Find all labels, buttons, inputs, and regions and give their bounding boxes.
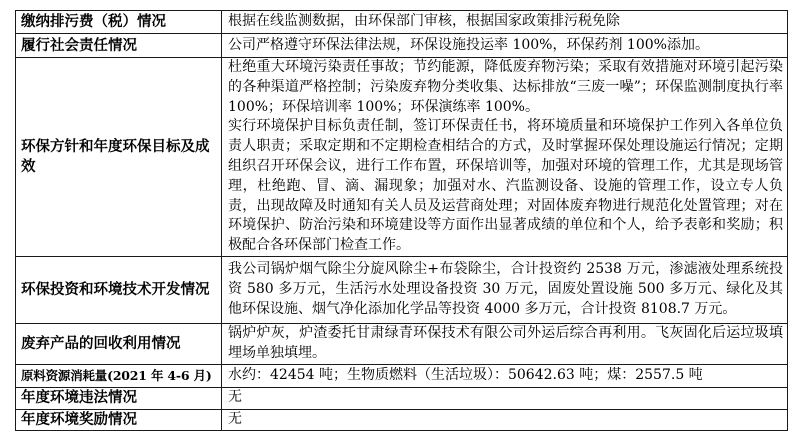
table-row	[16, 11, 788, 34]
row-label-cell	[16, 256, 222, 323]
table-row	[16, 409, 788, 430]
row-label: 环保方针和年度环保目标及成效	[21, 137, 210, 175]
row-content-cell	[222, 323, 788, 364]
row-content: 无	[228, 389, 242, 406]
row-label: 环保投资和环境技术开发情况	[21, 280, 210, 298]
row-content: 锅炉炉灰，炉渣委托甘肃绿青环保技术有限公司外运后综合再利用。飞灰固化后运垃圾填埋场单独填埋。	[228, 324, 783, 361]
row-content-cell	[222, 58, 788, 257]
row-label-cell	[16, 387, 222, 409]
row-content: 无	[228, 410, 242, 427]
row-content-cell	[222, 364, 788, 387]
row-label: 履行社会责任情况	[21, 36, 137, 54]
row-label-cell	[16, 34, 222, 58]
row-content: 根据在线监测数据，由环保部门审核，根据国家政策排污税免除	[228, 13, 620, 30]
table-row	[16, 387, 788, 409]
row-content-cell	[222, 256, 788, 323]
row-content: 公司严格遵守环保法律法规，环保设施投运率 100%，环保药剂 100%添加。	[228, 36, 709, 53]
row-label-cell	[16, 58, 222, 257]
row-label: 年度环境违法情况	[21, 389, 137, 407]
table-row	[16, 364, 788, 387]
table-row	[16, 256, 788, 323]
environmental-report-table	[15, 10, 788, 431]
row-label: 缴纳排污费（税）情况	[21, 13, 166, 30]
row-content-paragraph: 杜绝重大环境污染责任事故；节约能源，降低废弃物污染；采取有效措施对环境引起污染的各种渠道严格控制；污染废弃物分类收集、达标排放“三废一噪”；环保监测制度执行率 100%；环保培训率 100%；环保演练率 100%。	[228, 59, 783, 115]
row-content: 水约：42454 吨；生物质燃料（生活垃圾）：50642.63 吨；煤：2557.5 吨	[228, 366, 703, 383]
row-content: 我公司锅炉烟气除尘分旋风除尘+布袋除尘，合计投资约 2538 万元，渗滤液处理系统投资 580 多万元，生活污水处理设备投资 30 万元，固废处置设施 500 多万元、绿化及其他环保设施、烟气净化添加化学品等投资 4000 多万元，合计投资 8108.7 万元。	[228, 261, 783, 317]
table-row	[16, 323, 788, 364]
row-content-paragraph: 实行环境保护目标负责任制，签订环保责任书，将环境质量和环境保护工作列入各单位负责人职责；采取定期和不定期检查相结合的方式，及时掌握环保处理设施运行情况；定期组织召开环保会议，进行工作布置，环保培训等，加强对环境的管理工作，尤其是现场管理，杜绝跑、冒、滴、漏现象；加强对水、汽监测设备、设施的管理工作，设立专人负责，出现故障及时通知有关人员及运营商处理；对固体废弃物进行规范化处置管理；对在环境保护、防治污染和环境建设等方面作出显著成绩的单位和个人，给予表彰和奖励；积极配合各环保部门检查工作。	[228, 118, 783, 254]
row-label-cell	[16, 364, 222, 387]
row-label: 原料资源消耗量(2021 年 4-6 月)	[21, 367, 212, 383]
table-row	[16, 34, 788, 58]
row-content-cell	[222, 387, 788, 409]
row-label: 废弃产品的回收利用情况	[21, 334, 181, 352]
table-row	[16, 58, 788, 257]
row-label-cell	[16, 409, 222, 430]
row-label-cell	[16, 11, 222, 34]
row-content-cell	[222, 409, 788, 430]
row-label: 年度环境奖励情况	[21, 410, 137, 428]
row-label-cell	[16, 323, 222, 364]
row-content-cell	[222, 11, 788, 34]
row-content-cell	[222, 34, 788, 58]
